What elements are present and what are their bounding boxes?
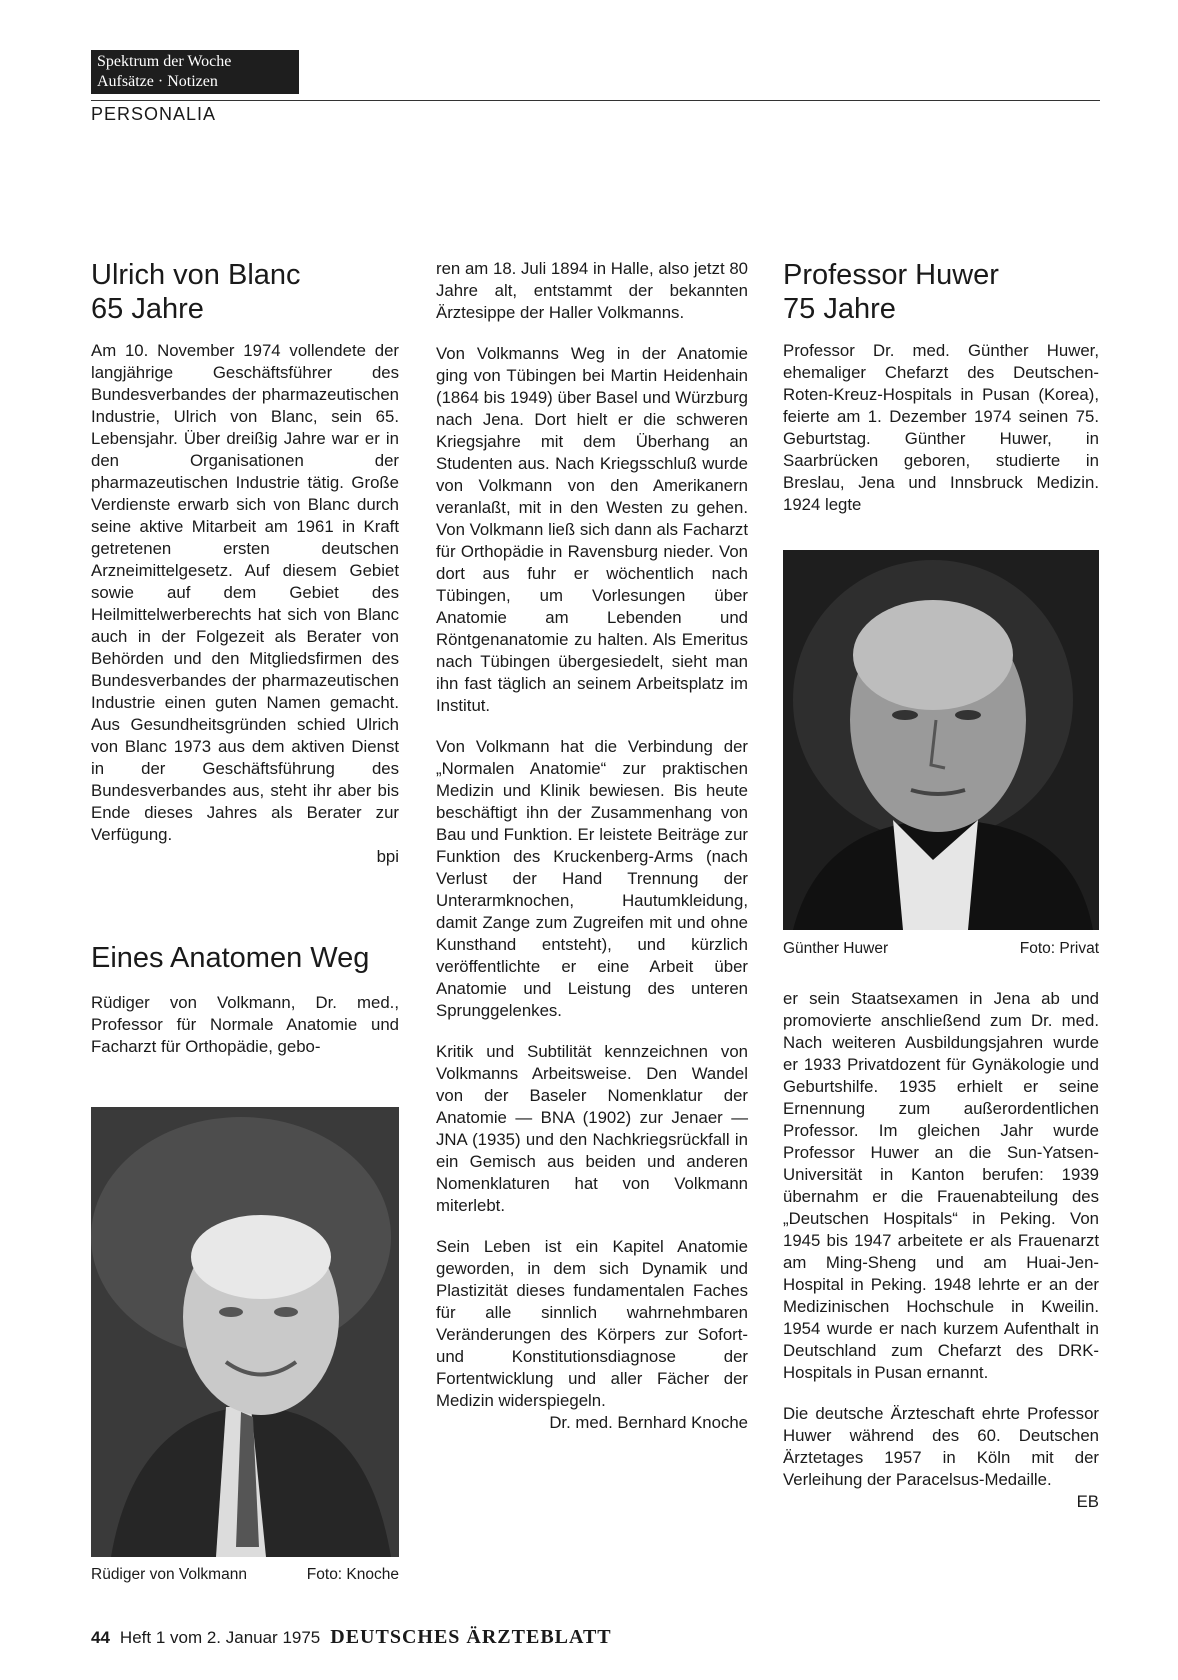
headline-volkmann: Eines Anatomen Weg: [91, 942, 370, 974]
article-volkmann-column: [436, 258, 748, 1434]
portrait-volkmann-image: [91, 1107, 399, 1557]
headline-huwer: [783, 258, 999, 326]
photo-huwer: [783, 550, 1099, 930]
article-volkmann-intro-text: Rüdiger von Volkmann, Dr. med., Professor für Normale Anatomie und Facharzt für Orthopädie, gebo-: [91, 993, 399, 1056]
caption-huwer-credit: Foto: Privat: [1019, 940, 1099, 957]
article-volkmann-continuation: ren am 18. Juli 1894 in Halle, also jetzt 80 Jahre alt, entstammt der bekannten Ärztesippe der Haller Volkmanns.: [436, 259, 748, 322]
caption-volkmann-name: Rüdiger von Volkmann: [91, 1566, 247, 1583]
caption-volkmann-credit: Foto: Knoche: [306, 1566, 399, 1583]
headline-blanc-line2: 65 Jahre: [91, 293, 204, 325]
headline-huwer-line2: 75 Jahre: [783, 293, 896, 325]
section-subtitle: Aufsätze · Notizen: [97, 73, 218, 90]
article-volkmann-paragraph-1: Von Volkmanns Weg in der Anatomie ging von Tübingen bei Martin Heidenhain (1864 bis 1949) über Basel und Würzburg nach Jena. Dort hielt er die schweren Kriegsjahre mit dem Überhang an Studenten aus. Nach Kriegsschluß wurde von Volkmann von den Amerikanern veranlaßt, mit in den Westen zu gehen. Von Volkmann ließ sich dann als Facharzt für Orthopädie in Ravensburg nieder. Von dort aus fuhr er wöchentlich nach Tübingen, um Vorlesungen über Anatomie am Lebenden und Röntgenanatomie zu halten. Als Emeritus nach Tübingen übergesiedelt, sieht man ihn fast täglich an seinem Arbeitsplatz im Institut.: [436, 344, 748, 715]
article-volkmann-paragraph-3: Kritik und Subtilität kennzeichnen von Volkmanns Arbeitsweise. Den Wandel von der Baseler Nomenklatur der Anatomie — BNA (1902) zur Jenaer — JNA (1935) und den Nachkriegsrückfall in ein Gemisch aus beiden und anderen Nomenklaturen hat von Volkmann miterlebt.: [436, 1042, 748, 1215]
issue-info: Heft 1 vom 2. Januar 1975: [119, 1628, 321, 1647]
article-huwer-column: [783, 988, 1099, 1513]
section-badge: [91, 50, 299, 94]
caption-volkmann: [91, 1566, 399, 1584]
article-blanc-body: Am 10. November 1974 vollendete der langjährige Geschäftsführer des Bundesverbandes der pharmazeutischen Industrie, Ulrich von Blanc, sein 65. Lebensjahr. Über dreißig Jahre war er in den Organisationen der pharmazeutischen Industrie tätig. Große Verdienste erwarb sich von Blanc durch seine aktive Mitarbeit am 1961 in Kraft getretenen ersten deutschen Arzneimittelgesetz. Auf diesem Gebiet sowie auf dem Gebiet des Heilmittelwerberechts hat sich von Blanc auch in der Folgezeit als Berater von Behörden und den Mitgliedsfirmen des Bundesverbandes der pharmazeutischen Industrie einen guten Namen gemacht. Aus Gesundheitsgründen schied Ulrich von Blanc 1973 aus dem aktiven Dienst in der Geschäftsführung des Bundesverbandes aus, steht ihr aber bis Ende dieses Jahres als Berater zur Verfügung.: [91, 341, 399, 844]
page-number: 44: [91, 1628, 110, 1647]
article-volkmann-paragraph-4: Sein Leben ist ein Kapitel Anatomie geworden, in dem sich Dynamik und Plastizität dieses fundamentalen Faches für alle sinnlich wahrnehmbaren Veränderungen des Körpers zur Sofort- und Konstitutionsdiagnose der Fortentwicklung und aller Fächer der Medizin widerspiegeln.: [436, 1237, 748, 1410]
section-label: PERSONALIA: [91, 104, 217, 124]
article-blanc-signoff: [91, 846, 399, 868]
article-volkmann-intro: [91, 992, 399, 1058]
article-huwer-intro-text: Professor Dr. med. Günther Huwer, ehemaliger Chefarzt des Deutschen-Roten-Kreuz-Hospitals in Pusan (Korea), feierte am 1. Dezember 1974 seinen 75. Geburtstag. Günther Huwer, in Saarbrücken geboren, studierte in Breslau, Jena und Innsbruck Medizin. 1924 legte: [783, 341, 1099, 514]
article-volkmann-author: Dr. med. Bernhard Knoche: [549, 1413, 748, 1432]
article-huwer-continuation: er sein Staatsexamen in Jena ab und promovierte anschließend zum Dr. med. Nach weiteren Ausbildungsjahren wurde er 1933 Privatdozent für Gynäkologie und Geburtshilfe. 1935 erhielt er seine Ernennung zum außerordentlichen Professor. Im gleichen Jahr wurde Professor Huwer an die Sun-Yatsen-Universität in Kanton berufen: 1939 übernahm er die Frauenabteilung des „Deutschen Hospitals“ in Peking. Von 1945 bis 1947 arbeitete er als Frauenarzt am Ming-Sheng und am Huai-Jen-Hospital in Peking. 1948 lehrte er an der Medizinischen Hochschule in Kweilin. 1954 wurde er nach kurzem Aufenthalt in Deutschland zum Chefarzt des DRK-Hospitals in Pusan ernannt.: [783, 989, 1099, 1382]
caption-huwer: [783, 940, 1099, 958]
article-blanc: [91, 340, 399, 868]
photo-volkmann: [91, 1107, 399, 1557]
article-huwer-intro: [783, 340, 1099, 516]
article-huwer-author: EB: [1076, 1492, 1099, 1511]
journal-name: DEUTSCHES ÄRZTEBLATT: [330, 1626, 612, 1648]
header-rule: [91, 100, 1100, 101]
caption-huwer-name: Günther Huwer: [783, 940, 889, 957]
headline-blanc: [91, 258, 301, 326]
headline-blanc-line1: Ulrich von Blanc: [91, 259, 301, 291]
headline-huwer-line1: Professor Huwer: [783, 259, 999, 291]
section-title: Spektrum der Woche: [97, 53, 232, 70]
article-volkmann-paragraph-2: Von Volkmann hat die Verbindung der „Normalen Anatomie“ zur praktischen Medizin und Klinik bewiesen. Bis heute beschäftigt ihn der Zusammenhang von Bau und Funktion. Er leistete Beiträge zur Funktion des Kruckenberg-Arms (nach Verlust der Hand Trennung der Unterarmknochen, Hautumkleidung, damit Zange zum Zugreifen mit und ohne Kunsthand entsteht), und kürzlich veröffentlichte er eine Arbeit über Anatomie und Leistung des unteren Sprunggelenkes.: [436, 737, 748, 1020]
article-huwer-closing: Die deutsche Ärzteschaft ehrte Professor Huwer während des 60. Deutschen Ärztetages 1957 in Köln mit der Verleihung der Paracelsus-Medaille.: [783, 1404, 1099, 1489]
portrait-huwer-image: [783, 550, 1099, 930]
page-footer: [91, 1626, 612, 1649]
article-blanc-author: bpi: [376, 847, 399, 866]
